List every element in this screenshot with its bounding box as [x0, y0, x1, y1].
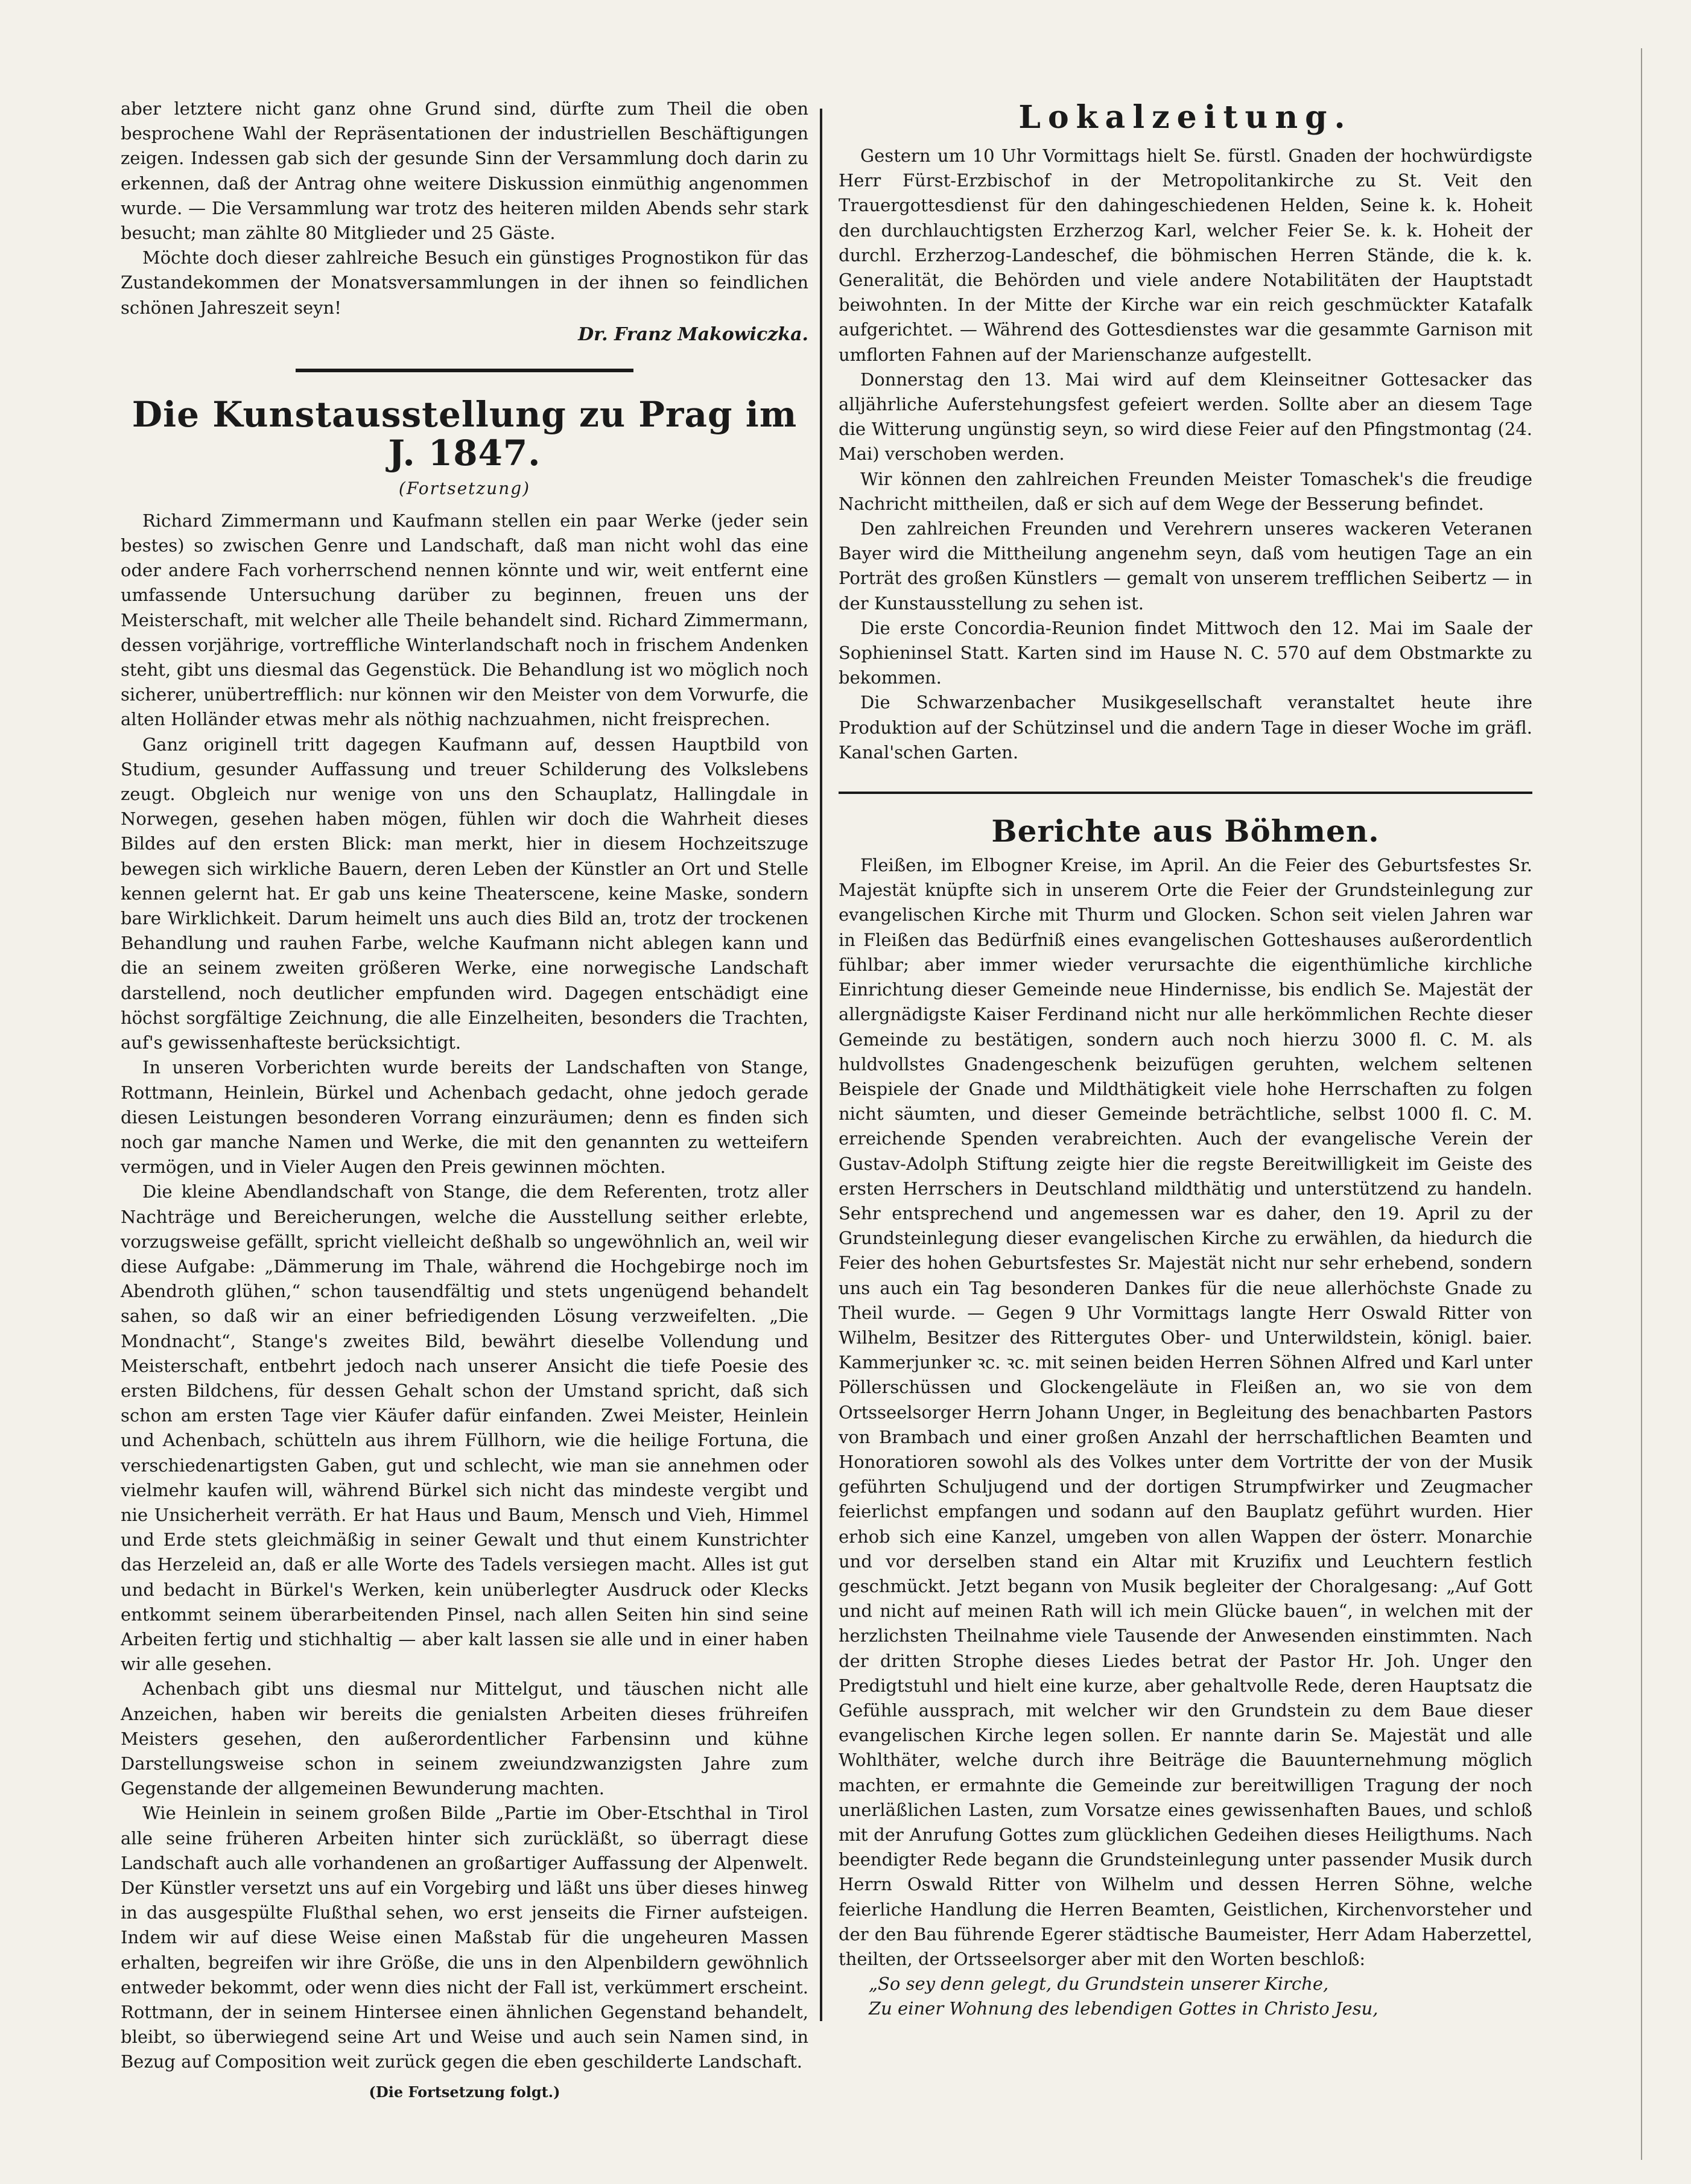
article-paragraph: In unseren Vorberichten wurde bereits der Landschaften von Stange, Rottmann, Heinlein, Bürkel und Achenbach gedacht, ohne jedoch gerade diesen Leistungen besonderen Vorrang einzuräumen; denn es finden sich noch gar manche Namen und Werke, die mit den genannten zu wetteifern vermögen, und in Vieler Augen den Preis gewinnen möchten.	[121, 1057, 808, 1178]
continuation-note: (Die Fortsetzung folgt.)	[369, 2083, 560, 2101]
signature: Dr. Franz Makowiczka.	[578, 323, 808, 345]
article-paragraph: Die kleine Abendlandschaft von Stange, die dem Referenten, trotz aller Nachträge und Bereicherungen, welche die Ausstellung seither erlebte, vorzugsweise gefällt, spricht vielleicht deßhalb so ungewöhnlich an, weil wir diese Aufgabe: „Dämmerung im Thale, während die Hochgebirge noch im Abendroth glühen,“ schon tausendfältig und stets ungenügend behandelt sahen, so daß wir an einer befriedigenden Lösung verzweifelten. „Die Mondnacht“, Stange's zweites Bild, bewährt dieselbe Vollendung und Meisterschaft, entbehrt jedoch nach unserer Ansicht die tiefe Poesie des ersten Bildchens, für dessen Gehalt schon der Umstand spricht, daß sich schon am ersten Tage vier Käufer dafür einfanden. Zwei Meister, Heinlein und Achenbach, schütteln aus ihrem Füllhorn, wie die heilige Fortuna, die verschiedenartigsten Gaben, gut und schlecht, wie man sie annehmen oder vielmehr kaufen will, während Bürkel sich nicht das mindeste vergibt und nie Unsicherheit verräth. Er hat Haus und Baum, Mensch und Vieh, Himmel und Erde stets gleichmäßig in seiner Gewalt und thut einem Kunstrichter das Herzeleid an, daß er alle Worte des Tadels versiegen macht. Alles ist gut und bedacht in Bürkel's Werken, kein unüberlegter Ausdruck oder Klecks entkommt seinem überarbeitenden Pinsel, nach allen Seiten hin sind seine Arbeiten fertig und stichhaltig — aber kalt lassen sie alle und in einer haben wir alle gesehen.	[121, 1181, 808, 1675]
news-item: Donnerstag den 13. Mai wird auf dem Kleinseitner Gottesacker das alljährliche Auferstehungsfest gefeiert werden. Sollte aber an diesem Tage die Witterung ungünstig seyn, so wird diese Feier auf den Pfingstmontag (24. Mai) verschoben werden.	[839, 369, 1532, 465]
verse-line: Zu einer Wohnung des lebendigen Gottes in Christo Jesu,	[869, 1998, 1378, 2019]
article-paragraph: Ganz originell tritt dagegen Kaufmann auf, dessen Hauptbild von Studium, gesunder Auffassung und treuer Schilderung des Volkslebens zeugt. Obgleich nur wenige von uns den Schauplatz, Hallingdale in Norwegen, gesehen haben mögen, fühlen wir doch die Wahrheit dieses Bildes auf den ersten Blick: man merkt, hier in diesem Hochzeitszuge bewegen sich wirkliche Bauern, deren Leben der Künstler an Ort und Stelle kennen gelernt hat. Er gab uns keine Theaterscene, keine Maske, sondern bare Wirklichkeit. Darum heimelt uns auch dies Bild an, trotz der trockenen Behandlung und rauhen Farbe, welche Kaufmann nicht ablegen kann und die an seinem zweiten größeren Werke, eine norwegische Landschaft darstellend, noch deutlicher empfunden wird. Dagegen entschädigt eine höchst sorgfältige Zeichnung, die alle Einzelheiten, besonders die Trachten, auf's gewissenhafteste berücksichtigt.	[121, 734, 808, 1053]
article-paragraph: Achenbach gibt uns diesmal nur Mittelgut, und täuschen nicht alle Anzeichen, haben wir bereits die genialsten Arbeiten dieses frühreifen Meisters gesehen, den außerordentlicher Farbensinn und kühne Darstellungsweise schon in seinem zweiundzwanzigsten Jahre zum Gegenstande der allgemeinen Bewunderung machten.	[121, 1678, 808, 1799]
report-paragraph: Fleißen, im Elbogner Kreise, im April. An die Feier des Geburtsfestes Sr. Majestät knüpfte sich in unserem Orte die Feier der Grundsteinlegung zur evangelischen Kirche mit Thurm und Glocken. Schon seit vielen Jahren war in Fleißen das Bedürfniß eines evangelischen Gotteshauses außerordentlich fühlbar; aber immer wieder verursachte die eigenthümliche kirchliche Einrichtung dieser Gemeinde neue Hindernisse, bis endlich Se. Majestät der allergnädigste Kaiser Ferdinand nicht nur alle herkömmlichen Rechte dieser Gemeinde zu bestätigen, sondern auch noch hierzu 3000 fl. C. M. als huldvollstes Gnadengeschenk beizufügen geruhten, welchem seltenen Beispiele der Gnade und Mildthätigkeit viele hohe Herrschaften zu folgen nicht säumten, und dieser Gemeinde beträchtliche, selbst 1000 fl. C. M. erreichende Spenden verabreichten. Auch der evangelische Verein der Gustav-Adolph Stiftung zeigte hier die regste Bereitwilligkeit im Geiste des ersten Herrschers in Deutschland mildthätig und unterstützend zu handeln. Sehr entsprechend und angemessen war es daher, den 19. April zu der Grundsteinlegung dieser evangelischen Kirche zu erwählen, da hiedurch die Feier des hohen Geburtsfestes Sr. Majestät nicht nur sehr erhebend, sondern uns auch ein Tag besonderen Dankes für die neue allerhöchste Gnade zu Theil wurde. — Gegen 9 Uhr Vormittags langte Herr Oswald Ritter von Wilhelm, Besitzer des Rittergutes Ober- und Unterwildstein, königl. baier. Kammerjunker ꝛc. ꝛc. mit seinen beiden Herren Söhnen Alfred und Karl unter Pöllerschüssen und Glockengeläute in Fleißen an, wo sie von dem Ortsseelsorger Herrn Johann Unger, in Begleitung des benachbarten Pastors von Brambach und einer großen Anzahl der herrschaftlichen Beamten und Honoratioren sowohl als des Volkes unter dem Vortritte der von der Musik geführten Schuljugend und der dortigen Strumpfwirker und Zeugmacher feierlichst empfangen und sodann auf den Bauplatz geführt wurden. Hier erhob sich eine Kanzel, umgeben von allen Wappen der österr. Monarchie und vor derselben stand ein Altar mit Kruzifix und Leuchtern festlich geschmückt. Jetzt begann von Musik begleiter der Choralgesang: „Auf Gott und nicht auf meinen Rath will ich mein Glücke bauen“, in welchen mit der herzlichsten Theilnahme viele Tausende der Anwesenden einstimmten. Nach der dritten Strophe dieses Liedes betrat der Pastor Hr. Joh. Unger den Predigtstuhl und hielt eine kurze, aber gehaltvolle Rede, deren Hauptsatz die Gefühle aussprach, mit welcher wir den Grundstein zu dem Baue dieser evangelischen Kirche legen sollen. Er nannte darin Se. Majestät und alle Wohlthäter, welche durch ihre Beiträge die Bauunternehmung möglich machten, er ermahnte die Gemeinde zur bereitwilligen Tragung der noch unerläßlichen Lasten, zum Vorsatze eines gewissenhaften Baues, und schloß mit der Anrufung Gottes zum glücklichen Gedeihen dieses Heiligthums. Nach beendigter Rede begann die Grundsteinlegung unter passender Musik durch Herrn Oswald Ritter von Wilhelm und dessen Herren Söhne, welche feierliche Handlung die Herren Beamten, Geistlichen, Kirchenvorsteher und der den Bau führende Egerer städtische Baumeister, Herr Adam Haberzettel, theilten, der Ortsseelsorger aber mit den Worten beschloß:	[839, 855, 1532, 1970]
section-divider	[296, 369, 633, 372]
page-edge-line	[1641, 48, 1642, 2160]
verse-line: „So sey denn gelegt, du Grundstein unserer Kirche,	[869, 1973, 1329, 1995]
article-paragraph: Richard Zimmermann und Kaufmann stellen ein paar Werke (jeder sein bestes) so zwischen Genre und Landschaft, daß man nicht wohl das eine oder andere Fach vorherrschend nennen könnte und wir, weit entfernt eine umfassende Untersuchung darüber zu beginnen, freuen uns der Meisterschaft, mit welcher alle Theile behandelt sind. Richard Zimmermann, dessen vorjährige, vortreffliche Winterlandschaft noch in frischem Andenken steht, gibt uns diesmal das Gegenstück. Die Behandlung ist wo möglich noch sicherer, unübertrefflich: nur können wir den Meister von dem Vorwurfe, die alten Holländer etwas mehr als nöthig nachzuahmen, nicht freisprechen.	[121, 510, 808, 730]
lokalzeitung-title: Lokalzeitung.	[1018, 99, 1353, 136]
right-column	[839, 97, 1532, 2022]
article-paragraph: Wie Heinlein in seinem großen Bilde „Partie im Ober-Etschthal in Tirol alle seine früheren Arbeiten hinter sich zurückläßt, so überragt diese Landschaft auch alle vorhandenen an großartiger Auffassung der Alpenwelt. Der Künstler versetzt uns auf ein Vorgebirg und läßt uns über dieses hinweg in das ausgespülte Flußthal sehen, wo erst jenseits die Firner aufsteigen. Indem wir auf diese Weise einen Maßstab für die ungeheuren Massen erhalten, begreifen wir ihre Größe, die uns in den Alpenbildern gewöhnlich entweder bekommt, oder wenn dies nicht der Fall ist, verkümmert erscheint. Rottmann, der in seinem Hintersee einen ähnlichen Gegenstand behandelt, bleibt, so überwiegend seine Art und Weise und auch sein Namen sind, in Bezug auf Composition weit zurück gegen die eben geschilderte Landschaft.	[121, 1803, 808, 2072]
berichte-title: Berichte aus Böhmen.	[991, 813, 1380, 849]
news-item: Den zahlreichen Freunden und Verehrern unseres wackeren Veteranen Bayer wird die Mittheilung angenehm seyn, daß vom heutigen Tage an ein Porträt des großen Künstlers — gemalt von unserem trefflichen Seibertz — in der Kunstausstellung zu sehen ist.	[839, 518, 1532, 614]
news-item: Gestern um 10 Uhr Vormittags hielt Se. fürstl. Gnaden der hochwürdigste Herr Fürst-Erzbischof in der Metropolitankirche zu St. Veit den Trauergottesdienst für den dahingeschiedenen Helden, Seine k. k. Hoheit den durchlauchtigsten Erzherzog Karl, welcher Feier Se. k. k. Hoheit der durchl. Erzherzog-Landeschef, die böhmischen Herren Stände, die k. k. Generalität, die Behörden und viele andere Notabilitäten der Hauptstadt beiwohnten. In der Mitte der Kirche war ein reich geschmückter Katafalk aufgerichtet. — Während des Gottesdienstes war die gesammte Garnison mit umflorten Fahnen auf der Marienschanze aufgestellt.	[839, 145, 1532, 365]
news-item: Wir können den zahlreichen Freunden Meister Tomaschek's die freudige Nachricht mittheilen, daß er sich auf dem Wege der Besserung befindet.	[839, 468, 1532, 514]
section-divider	[839, 792, 1532, 794]
left-column	[121, 97, 808, 2101]
article-title: Die Kunstausstellung zu Prag im J. 1847.	[132, 393, 798, 474]
intro-paragraph: Möchte doch dieser zahlreiche Besuch ein günstiges Prognostikon für das Zustandekommen der Monatsversammlungen in der ihnen so feindlichen schönen Jahreszeit seyn!	[121, 247, 808, 318]
column-divider	[820, 109, 822, 2021]
news-item: Die erste Concordia-Reunion findet Mittwoch den 12. Mai im Saale der Sophieninsel Statt. Karten sind im Hause N. C. 570 auf dem Obstmarkte zu bekommen.	[839, 617, 1532, 688]
news-item: Die Schwarzenbacher Musikgesellschaft veranstaltet heute ihre Produktion auf der Schützinsel und die andern Tage in dieser Woche im gräfl. Kanal'schen Garten.	[839, 692, 1532, 763]
article-subtitle: (Fortsetzung)	[398, 478, 531, 498]
intro-paragraph: aber letztere nicht ganz ohne Grund sind, dürfte zum Theil die oben besprochene Wahl der Repräsentationen der industriellen Beschäftigungen zeigen. Indessen gab sich der gesunde Sinn der Versammlung doch darin zu erkennen, daß der Antrag ohne weitere Diskussion einmüthig angenommen wurde. — Die Versammlung war trotz des heiteren milden Abends sehr stark besucht; man zählte 80 Mitglieder und 25 Gäste.	[121, 98, 808, 244]
